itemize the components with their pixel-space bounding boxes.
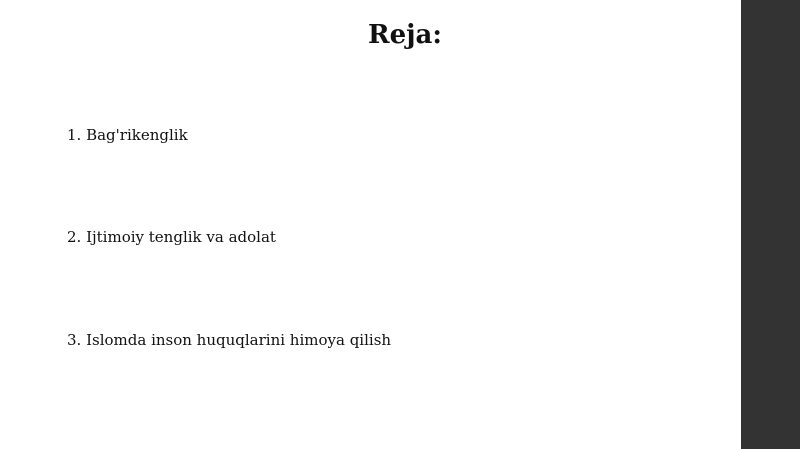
plan-item-1: 1. Bag'rikenglik: [67, 126, 188, 144]
plan-item-2: 2. Ijtimoiy tenglik va adolat: [67, 228, 276, 246]
side-panel: [741, 0, 800, 449]
slide-title: Reja:: [367, 20, 442, 50]
plan-item-3: 3. Islomda inson huquqlarini himoya qilish: [67, 331, 392, 349]
